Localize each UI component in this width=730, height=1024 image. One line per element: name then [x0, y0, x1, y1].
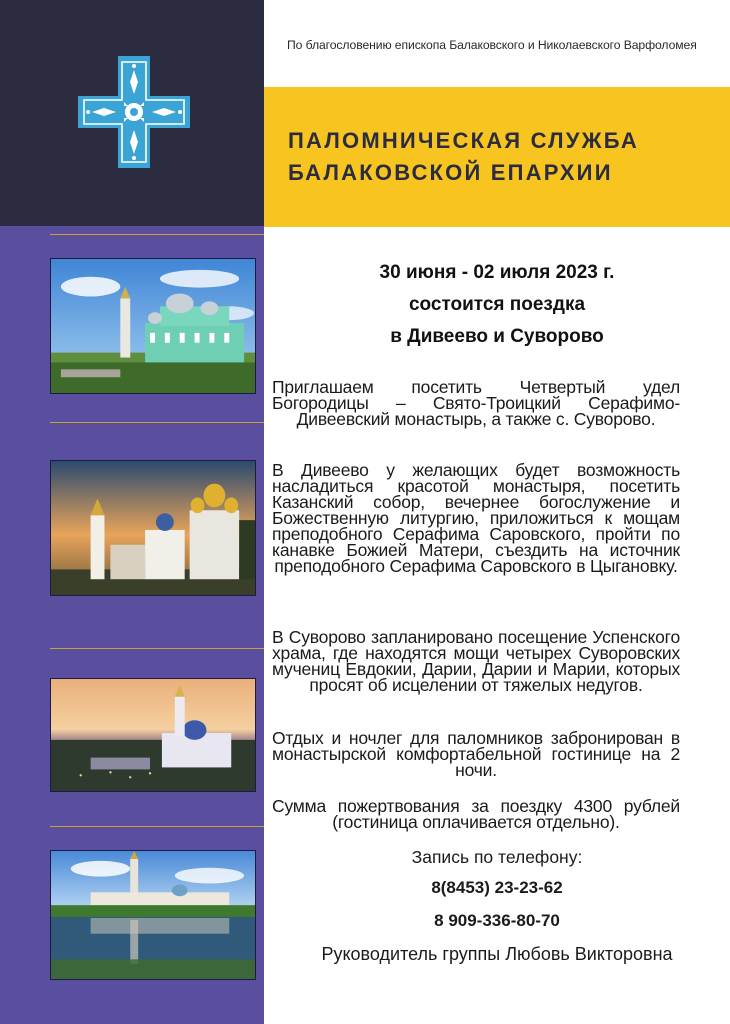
title-line-2: БАЛАКОВСКОЙ ЕПАРХИИ	[288, 160, 613, 185]
title-line-1: ПАЛОМНИЧЕСКАЯ СЛУЖБА	[288, 128, 640, 153]
photo-golden-domes	[50, 460, 256, 596]
photo-sunset-monastery	[50, 678, 256, 792]
left-dark-panel	[0, 0, 264, 226]
divider	[50, 422, 264, 423]
trip-announcement	[264, 257, 730, 353]
trip-line-2: состоится поездка	[408, 294, 586, 315]
divider	[50, 234, 264, 235]
divider	[50, 648, 264, 649]
paragraph-diveevo: В Дивеево у желающих будет возможность насладиться красотой монастыря, посетить Казанский собор, вечернее богослужение и Божественную литургию, приложиться к мощам преподобного Серафима Саровского, пройти по канавке Божией Матери, съездить на источник преподобного Серафима Саровского в Цыгановку.	[272, 460, 680, 576]
paragraph-donation: Сумма пожертвования за поездку 4300 рублей (гостиница оплачивается отдельно).	[272, 796, 680, 832]
blessing-text: По благословению епископа Балаковского и Николаевского Варфоломея	[287, 38, 697, 52]
paragraph-invitation: Приглашаем посетить Четвертый удел Богородицы – Свято-Троицкий Серафимо-Дивеевский монастырь, а также с. Суворово.	[272, 377, 680, 429]
photo-lake-reflection	[50, 850, 256, 980]
trip-dates: 30 июня - 02 июля 2023 г.	[379, 262, 615, 283]
trip-destination: в Дивеево и Суворово	[390, 326, 604, 347]
orthodox-cross-icon	[76, 54, 192, 170]
contact-label: Запись по телефону:	[411, 847, 583, 867]
paragraph-lodging: Отдых и ночлег для паломников забронирован в монастырской комфортабельной гостинице на 2 ночи.	[272, 728, 680, 780]
phone-number-2: 8 909-336-80-70	[434, 911, 560, 930]
photo-diveevo-monastery	[50, 258, 256, 394]
divider	[50, 826, 264, 827]
page-title	[288, 125, 639, 189]
paragraph-suvorovo: В Суворово запланировано посещение Успенского храма, где находятся мощи четырех Суворовских мучениц Евдокии, Дарии, Дарии и Марии, которых просят об исцелении от тяжелых недугов.	[272, 627, 680, 695]
group-leader: Руководитель группы Любовь Викторовна	[321, 944, 673, 964]
phone-number-1: 8(8453) 23-23-62	[431, 878, 563, 897]
title-banner	[264, 87, 730, 227]
